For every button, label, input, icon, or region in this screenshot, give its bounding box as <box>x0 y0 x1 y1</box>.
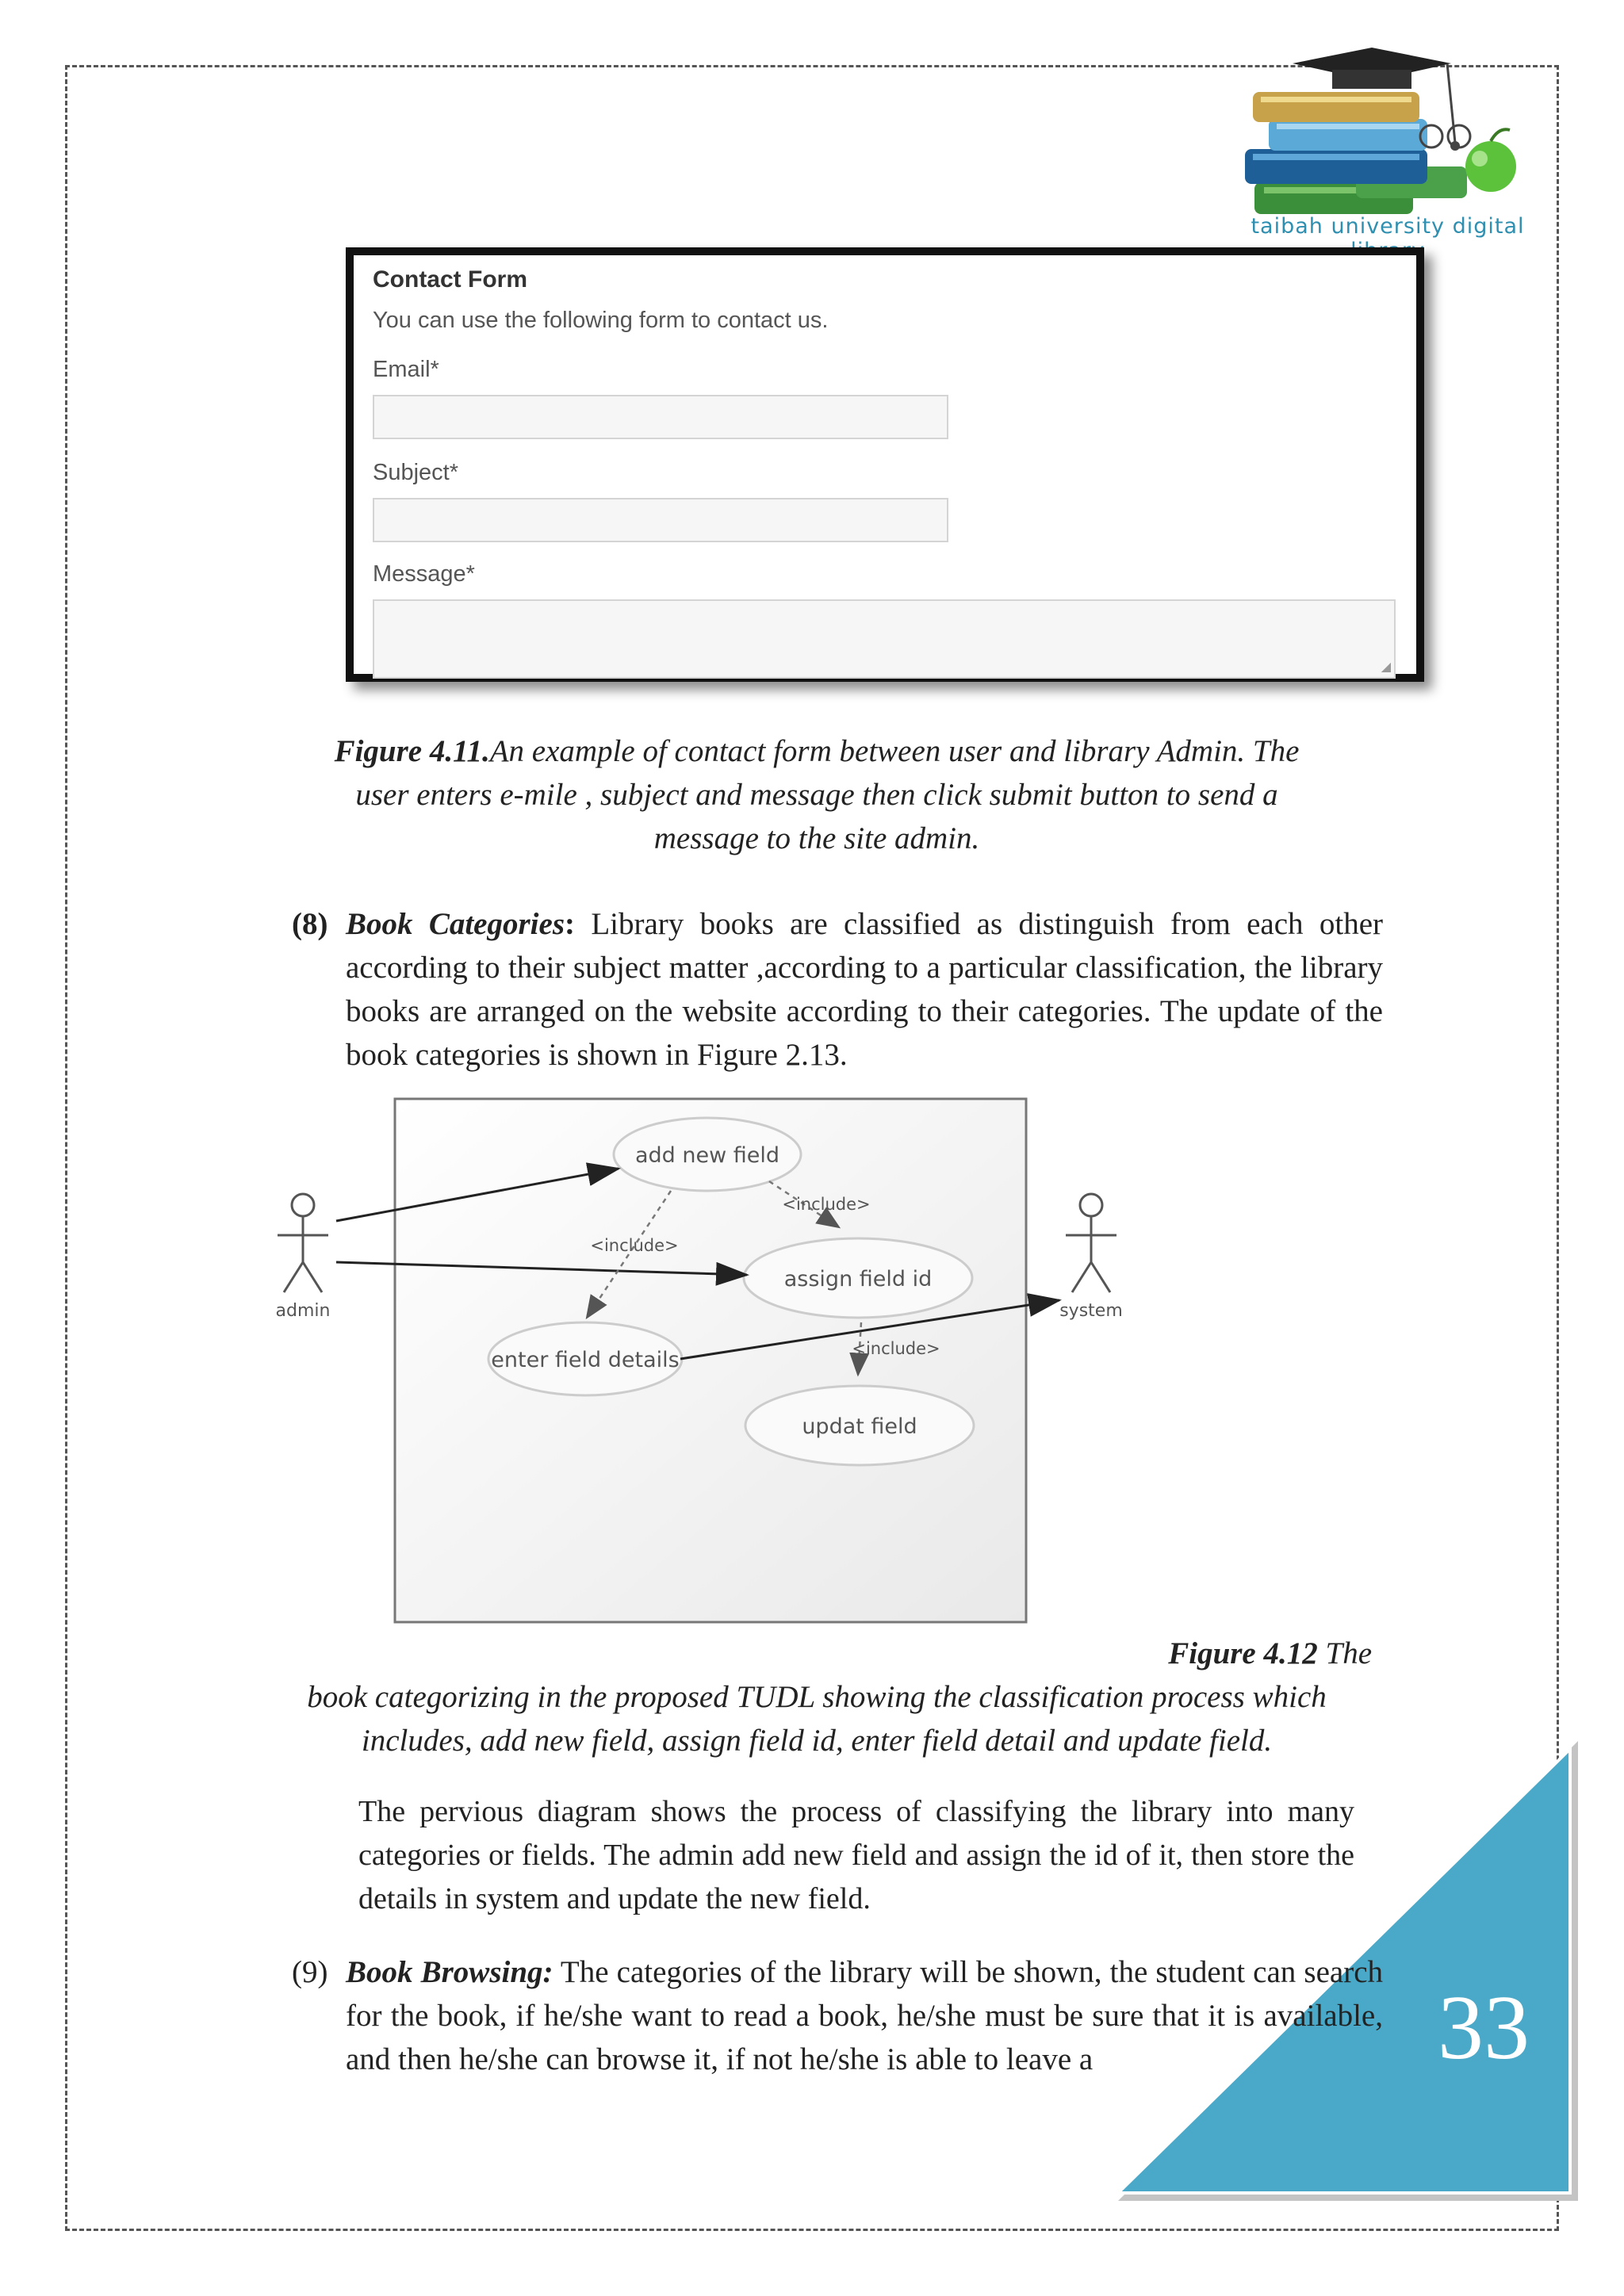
use-case-assign-field-id-label: assign field id <box>783 1267 933 1292</box>
book-browsing-text: The categories of the library will be shown, the student can search for the book, if he/she want to read a book, he/she must be sure that it is available, and then he/she can browse it, if not he/she is able to leave a <box>346 1955 1383 2076</box>
figure-4-11-caption <box>262 729 1372 860</box>
figure-4-12-text-1: The <box>1325 1636 1372 1670</box>
system-label: system <box>1059 1301 1123 1321</box>
subject-field[interactable] <box>373 498 948 542</box>
item-8-number: (8) <box>292 907 328 941</box>
figure-4-11-text-1: An example of contact form between user and library Admin. The <box>489 734 1300 768</box>
include-label-3: <include> <box>852 1339 940 1358</box>
resize-grip-icon[interactable]: ◢ <box>1381 660 1391 674</box>
system-actor <box>1066 1194 1116 1292</box>
message-textarea[interactable] <box>373 599 1396 679</box>
use-case-update-field-label: updat field <box>802 1414 917 1439</box>
figure-4-11-label: Figure 4.11. <box>334 734 490 768</box>
subject-label: Subject* <box>373 460 459 485</box>
admin-label: admin <box>275 1301 331 1321</box>
figure-4-11-text-2: user enters e-mile , subject and message then click submit button to send a <box>355 778 1278 812</box>
page-number: 33 <box>1438 1977 1530 2079</box>
include-label-2: <include> <box>590 1236 679 1255</box>
logo-caption: taibah university digital <box>1251 214 1525 239</box>
include-label-1: <include> <box>782 1195 871 1214</box>
book-browsing-paragraph <box>292 1950 1383 2081</box>
book-categories-colon: : <box>565 907 575 941</box>
contact-form-title: Contact Form <box>373 266 527 293</box>
email-label: Email* <box>373 357 439 382</box>
use-case-enter-field-details-label: enter field details <box>491 1348 680 1372</box>
figure-4-12-text-2: book categorizing in the proposed TUDL showing the classification process which <box>307 1680 1327 1714</box>
book-browsing-heading: Book Browsing: <box>346 1955 553 1989</box>
book-categories-text: Library books are classified as distinguish from each other according to their subject matter ,according to a particular classification, the library books are arranged on the website according to their categories. The update of the book categories is shown in Figure 2.13. <box>346 907 1384 1072</box>
apple-icon <box>1465 141 1516 192</box>
book-categories-heading: Book Categories <box>346 907 565 941</box>
admin-actor <box>278 1194 328 1292</box>
diagram-explanation: The pervious diagram shows the process of classifying the library into many categories or fields. The admin add new field and assign the id of it, then store the details in system and update the new field. <box>358 1795 1354 1915</box>
contact-form-subtitle: You can use the following form to contact us. <box>373 308 829 333</box>
figure-4-12-label: Figure 4.12 <box>1168 1636 1318 1670</box>
figure-4-12-text-3: includes, add new field, assign field id, enter field detail and update field. <box>361 1724 1273 1758</box>
message-label: Message* <box>373 561 475 587</box>
item-9-number: (9) <box>292 1955 328 1989</box>
figure-4-11-text-3: message to the site admin. <box>653 821 980 855</box>
use-case-diagram <box>262 1093 1150 1628</box>
book-yellow-icon <box>1253 92 1419 122</box>
use-case-add-new-field-label: add new field <box>634 1143 780 1168</box>
book-categories-paragraph <box>292 902 1383 1077</box>
contact-form-screenshot <box>346 247 1424 682</box>
email-field[interactable] <box>373 395 948 439</box>
